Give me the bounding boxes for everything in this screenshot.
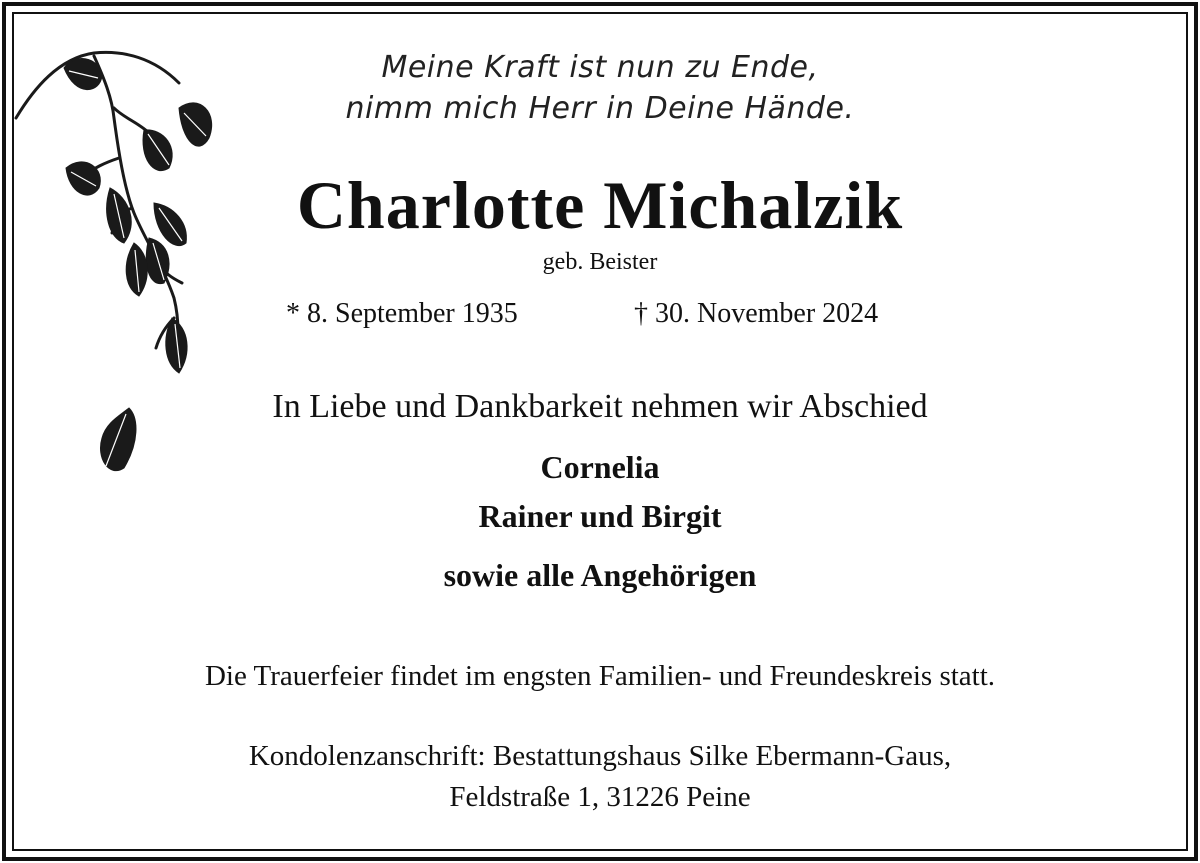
condolence-address-line-2: Feldstraße 1, 31226 Peine: [449, 781, 751, 813]
farewell-text: In Liebe und Dankbarkeit nehmen wir Abschied: [272, 388, 928, 425]
deceased-name: Charlotte Michalzik: [296, 167, 904, 243]
verse-line-1: Meine Kraft ist nun zu Ende,: [381, 50, 819, 85]
mourner-name: Cornelia: [540, 449, 660, 485]
death-date: † 30. November 2024: [634, 298, 879, 329]
birth-date: * 8. September 1935: [286, 298, 518, 329]
verse-line-2: nimm mich Herr in Deine Hände.: [345, 91, 855, 126]
ceremony-notice: Die Trauerfeier findet im engsten Familien- und Freundeskreis statt.: [204, 660, 996, 692]
mourner-name: Rainer und Birgit: [478, 498, 722, 534]
mourner-name: sowie alle Angehörigen: [443, 557, 757, 593]
condolence-address-line-1: Kondolenzanschrift: Bestattungshaus Silke Ebermann-Gaus,: [248, 740, 952, 772]
maiden-name: geb. Beister: [542, 249, 658, 275]
